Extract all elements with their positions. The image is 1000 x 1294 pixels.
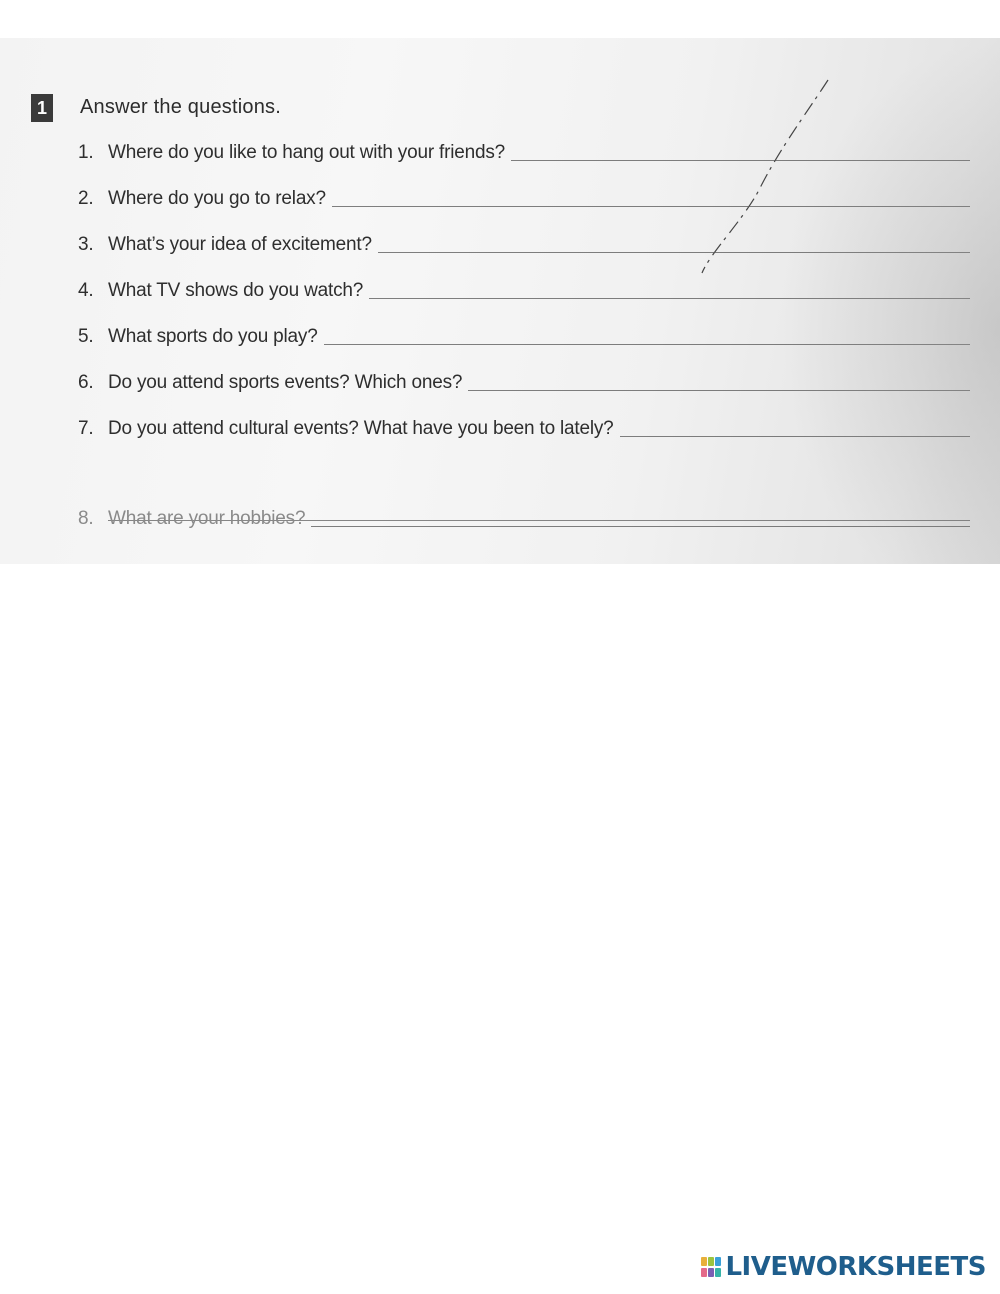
question-text: Where do you like to hang out with your friends?	[108, 142, 506, 163]
answer-line[interactable]	[511, 159, 970, 161]
scanned-worksheet	[0, 38, 1000, 564]
question-row	[78, 234, 970, 256]
exercise-number-badge: 1	[31, 94, 53, 122]
question-number: 4.	[78, 280, 94, 301]
question-text: What’s your idea of excitement?	[108, 234, 372, 255]
answer-line[interactable]	[378, 251, 970, 253]
exercise-instruction: Answer the questions.	[80, 96, 281, 118]
logo-tile	[715, 1257, 721, 1266]
question-number: 1.	[78, 142, 94, 163]
logo-tile	[708, 1257, 714, 1266]
question-number: 3.	[78, 234, 94, 255]
logo-tile	[708, 1268, 714, 1277]
question-text: Do you attend cultural events? What have you been to lately?	[108, 418, 614, 439]
logo-tile	[701, 1268, 707, 1277]
logo-tile	[715, 1268, 721, 1277]
logo-grid-icon	[701, 1257, 721, 1277]
question-row	[78, 326, 970, 348]
question-text: What TV shows do you watch?	[108, 280, 364, 301]
answer-line[interactable]	[311, 525, 970, 527]
question-number: 7.	[78, 418, 94, 439]
question-row	[78, 142, 970, 164]
question-text: What are your hobbies?	[108, 508, 306, 529]
question-text: What sports do you play?	[108, 326, 318, 347]
answer-line[interactable]	[468, 389, 970, 391]
answer-line[interactable]	[324, 343, 970, 345]
question-text: Where do you go to relax?	[108, 188, 326, 209]
question-number: 8.	[78, 508, 94, 529]
logo-text: LIVEWORKSHEETS	[725, 1252, 986, 1282]
logo-tile	[701, 1257, 707, 1266]
question-row	[78, 418, 970, 440]
question-row	[78, 188, 970, 210]
question-row	[78, 280, 970, 302]
question-number: 5.	[78, 326, 94, 347]
answer-line[interactable]	[369, 297, 970, 299]
answer-line[interactable]	[620, 435, 970, 437]
liveworksheets-logo	[701, 1252, 986, 1282]
question-row	[78, 372, 970, 394]
question-number: 2.	[78, 188, 94, 209]
question-number: 6.	[78, 372, 94, 393]
question-row	[78, 508, 970, 530]
answer-line[interactable]	[332, 205, 970, 207]
question-text: Do you attend sports events? Which ones?	[108, 372, 463, 393]
